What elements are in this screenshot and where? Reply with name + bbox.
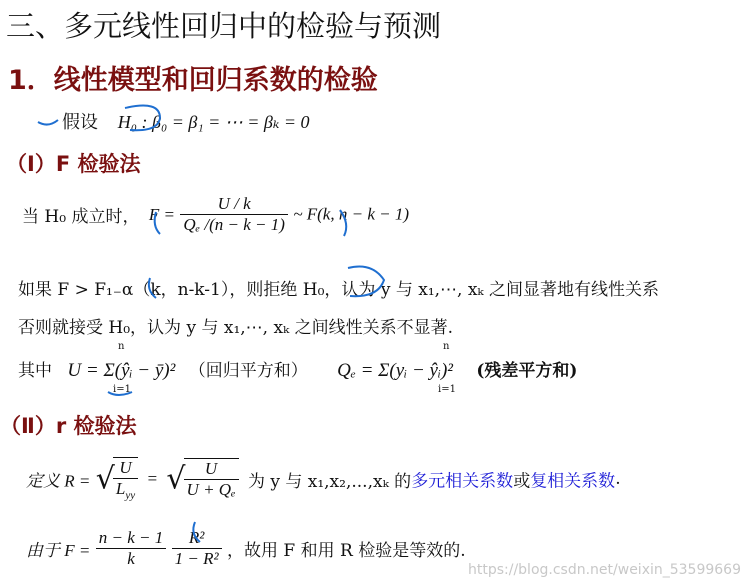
r-sqrt2-num: U bbox=[204, 459, 218, 479]
sqrt-sign-1: √ bbox=[95, 461, 115, 497]
ss-prefix: 其中 bbox=[18, 361, 52, 381]
q-label: (残差平方和) bbox=[476, 361, 578, 381]
r-equals: = bbox=[146, 469, 159, 489]
ink-mark-hypothesis bbox=[38, 120, 58, 125]
r-sqrt1-fraction bbox=[113, 457, 138, 501]
part1-title: （Ⅰ）F 检验法 bbox=[6, 152, 141, 176]
watermark: https://blog.csdn.net/weixin_53599669 bbox=[467, 562, 741, 578]
subsection-title: 1．线性模型和回归系数的检验 bbox=[8, 65, 378, 96]
f-numerator: U / k bbox=[217, 194, 251, 213]
f-lhs: F = bbox=[148, 204, 175, 224]
r-sqrt1-den-sub: yy bbox=[125, 489, 136, 502]
f-denominator: Qₑ /(n − k − 1) bbox=[180, 214, 288, 235]
equiv-suffix: ，故用 F 和用 R 检验是等效的. bbox=[227, 541, 466, 561]
r-def-line bbox=[26, 457, 621, 501]
hypothesis-label: 假设 bbox=[62, 112, 98, 133]
f-fraction bbox=[180, 194, 288, 235]
reject-line: 如果 F > F₁₋α（k，n-k-1），则拒绝 H₀，认为 y 与 x₁,⋯, xₖ 之间显著地有线性关系 bbox=[18, 280, 660, 300]
r-sqrt1-den bbox=[113, 478, 138, 501]
u-sum-upper: n bbox=[118, 341, 125, 352]
f-distribution: ~ F(k, n − k − 1) bbox=[293, 204, 410, 224]
equiv-frac2-den: 1 − R² bbox=[172, 548, 222, 569]
u-label: （回归平方和） bbox=[188, 361, 308, 381]
ss-line bbox=[18, 356, 577, 382]
section-title: 三、多元线性回归中的检验与预测 bbox=[6, 9, 442, 43]
equiv-frac1 bbox=[96, 528, 167, 569]
term-multiple-correlation: 多元相关系数 bbox=[411, 471, 514, 492]
equiv-prefix: 由于 F = bbox=[26, 541, 91, 560]
sqrt-sign-2: √ bbox=[166, 461, 186, 497]
accept-line: 否则就接受 H₀，认为 y 与 x₁,⋯, xₖ 之间线性关系不显著. bbox=[18, 318, 454, 338]
r-sqrt1-num: U bbox=[119, 458, 132, 477]
r-end: . bbox=[615, 469, 621, 490]
equiv-frac2-num: R² bbox=[188, 528, 205, 547]
equiv-frac2 bbox=[172, 528, 222, 569]
equiv-frac1-num: n − k − 1 bbox=[98, 528, 164, 547]
term-complex-correlation: 复相关系数 bbox=[530, 471, 616, 492]
condition-text: 当 H₀ 成立时， bbox=[22, 207, 140, 227]
r-sqrt2-fraction bbox=[184, 458, 239, 500]
u-formula: U = Σ(ŷᵢ − ȳ)² bbox=[67, 360, 176, 381]
hypothesis-line bbox=[62, 108, 310, 134]
q-sum-lower: i=1 bbox=[438, 384, 456, 395]
f-stat-line bbox=[22, 194, 409, 235]
r-sqrt1-den-main: L bbox=[115, 479, 126, 498]
equiv-frac1-den: k bbox=[96, 548, 167, 569]
u-sum-lower: i=1 bbox=[113, 384, 131, 395]
r-prefix: 定义 R = bbox=[26, 471, 91, 491]
r-sqrt2-den: U + Qₑ bbox=[184, 479, 239, 500]
hypothesis-formula: H₀ : β₀ = β₁ = ⋯ = βₖ = 0 bbox=[117, 112, 310, 132]
q-formula: Qₑ = Σ(yᵢ − ŷᵢ)² bbox=[337, 360, 453, 381]
r-or: 或 bbox=[513, 471, 531, 492]
r-middle-text: 为 y 与 x₁,x₂,...,xₖ 的 bbox=[247, 471, 412, 492]
part2-title: （Ⅱ）r 检验法 bbox=[0, 414, 137, 438]
q-sum-upper: n bbox=[443, 341, 450, 352]
equiv-line bbox=[26, 528, 466, 569]
